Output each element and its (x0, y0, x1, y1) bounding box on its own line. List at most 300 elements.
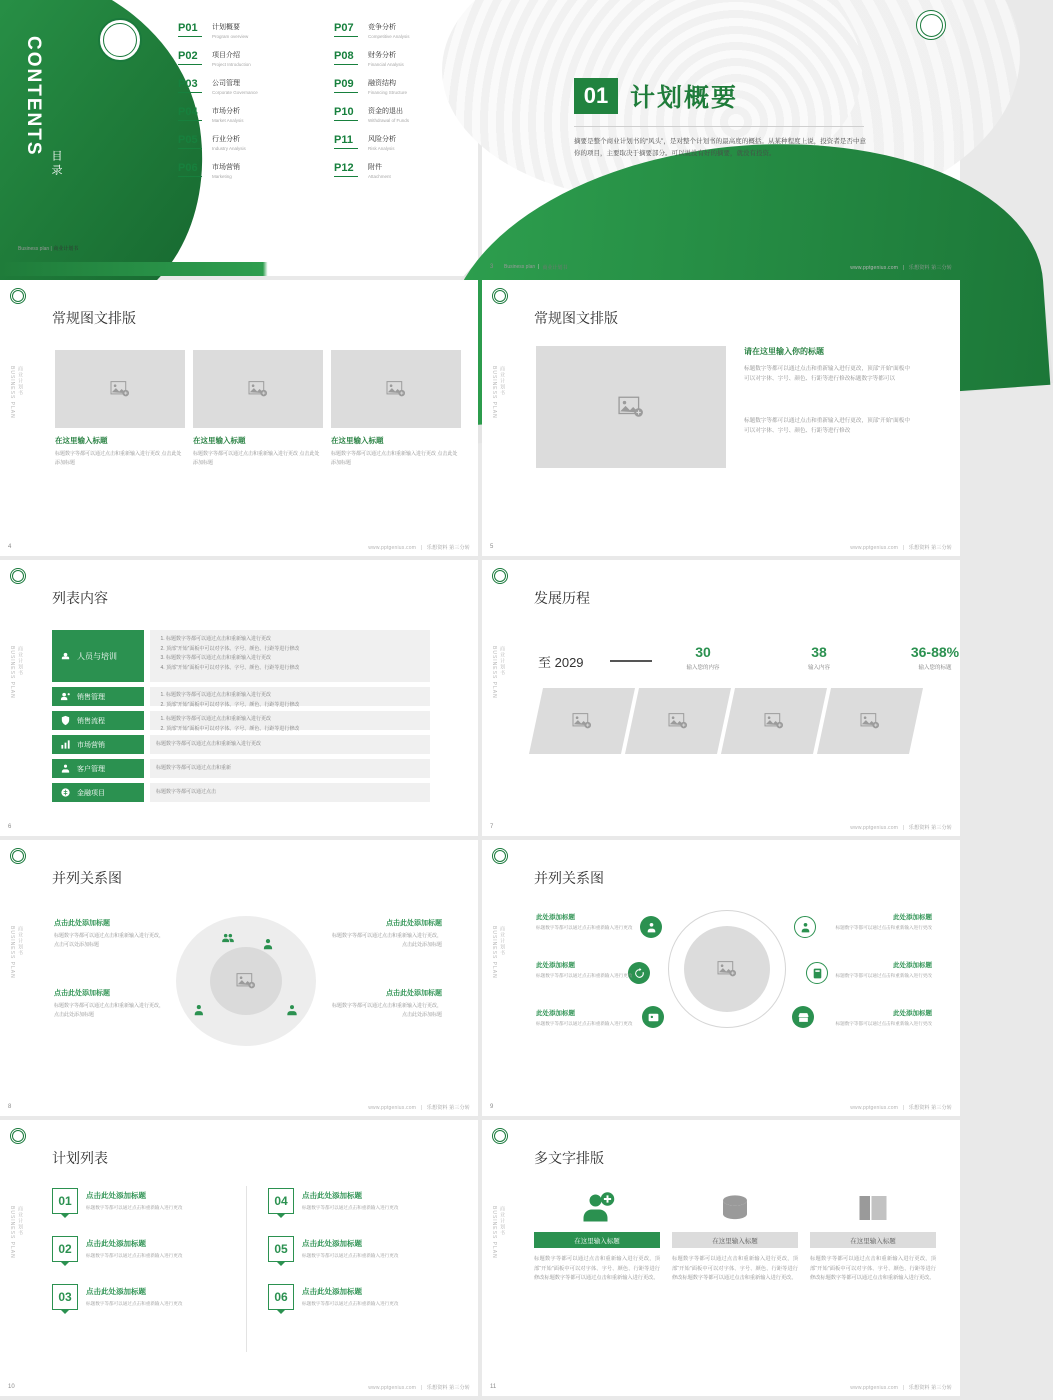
page-number: 11 (490, 1384, 497, 1390)
list-chip-label: 销售管理 (77, 693, 105, 701)
slide-footer: 3 Business plan | 商业计划书 www.pptgenius.com | 乐想资料 第三分转 (490, 264, 952, 271)
footer-site: www.pptgenius.com | 乐想资料 第三分转 (368, 1384, 470, 1391)
plan-number: 06 (268, 1284, 294, 1310)
marketing-chart-icon (59, 738, 72, 751)
contents-title-en: CONTENTS (23, 36, 44, 157)
toc-label-en: Competitive Analysis (368, 33, 410, 39)
plan-column-left (52, 1188, 234, 1332)
image-placeholder-icon (717, 960, 737, 978)
toc-column-left (178, 22, 306, 190)
callout-text: 标题数字等都可以通过点击和重新输入进行更改，点击此处添加标题 (331, 933, 442, 948)
list-detail-line: 4. 顶部“开始”面板中可以对字体、字号、颜色、行距等进行修改 (166, 664, 424, 673)
list-detail-line: 标题数字等都可以通过点击 (156, 789, 217, 796)
image-placeholder[interactable] (625, 688, 731, 754)
stat-block (900, 644, 970, 671)
page-number: 5 (490, 544, 494, 550)
list-detail-line: 2. 顶部“开始”面板中可以对字体、字号、颜色、行距等进行修改 (166, 725, 424, 734)
side-label-cn: 商业计划书 (499, 1206, 505, 1236)
image-placeholder-icon (618, 395, 644, 419)
footer-site-url: www.pptgenius.com (368, 1104, 417, 1111)
footer-note-en: Business plan (504, 264, 536, 270)
image-placeholder-icon (572, 712, 592, 730)
footer-site-url: www.pptgenius.com (850, 544, 899, 551)
side-label (490, 926, 506, 979)
footer-site: www.pptgenius.com | 乐想资料 第三分转 (368, 1104, 470, 1111)
callout-left-2 (536, 960, 640, 980)
image-placeholder[interactable] (331, 350, 461, 428)
list-chip-finance[interactable] (52, 783, 144, 802)
list-chip-sales-management[interactable] (52, 687, 144, 706)
stat-block (668, 644, 738, 671)
team-icon (220, 930, 236, 946)
callout-title: 此处添加标题 (536, 962, 575, 969)
footer-site-url: www.pptgenius.com (850, 1104, 899, 1111)
toc-item[interactable] (334, 22, 462, 39)
school-emblem-icon (10, 848, 26, 864)
footer-site: www.pptgenius.com | 乐想资料 第三分转 (850, 264, 952, 271)
image-placeholder[interactable] (529, 688, 635, 754)
slide-plan-list[interactable] (0, 1120, 478, 1396)
slide-footer (0, 818, 478, 836)
list-detail-line: 2. 顶部“开始”面板中可以对字体、字号、颜色、行距等进行修改 (166, 701, 424, 710)
toc-number: P04 (178, 106, 208, 118)
caption-block (331, 435, 461, 468)
slide-footer (0, 538, 478, 556)
image-placeholder[interactable] (817, 688, 923, 754)
footer-tag: 乐想资料 第三分转 (908, 264, 952, 271)
donut-diagram (176, 916, 316, 1046)
plan-item[interactable] (268, 1284, 450, 1310)
callout-block-top-right (330, 918, 442, 949)
callout-text: 标题数字等都可以通过点击和重新输入进行更改 (835, 973, 932, 978)
list-chip-marketing[interactable] (52, 735, 144, 754)
plan-title: 点击此处添加标题 (86, 1239, 146, 1248)
plan-text: 标题数字等都可以通过点击和重新输入进行更改 (86, 1301, 183, 1306)
list-chip-label: 客户管理 (77, 765, 105, 773)
toc-label-en: Attachment (368, 173, 391, 179)
callout-title: 此处添加标题 (536, 914, 575, 921)
toc-label-en: Marketing (212, 173, 232, 179)
side-label (8, 926, 24, 979)
toc-label-cn: 项目介绍 (212, 52, 240, 59)
list-chip-column (52, 630, 144, 807)
image-row (55, 350, 461, 428)
toc-item[interactable] (334, 134, 462, 151)
list-detail-block (150, 759, 430, 778)
section-title: 计划概要 (630, 84, 739, 112)
column-title-bar[interactable]: 在这里输入标题 (672, 1232, 798, 1248)
toc-label-en: Project Introduction (212, 61, 251, 67)
user-check-icon (192, 1002, 208, 1018)
toc-number: P01 (178, 22, 208, 34)
callout-block-bottom-right (330, 988, 442, 1019)
footer-site-url: www.pptgenius.com (850, 264, 899, 271)
plan-item[interactable] (52, 1188, 234, 1214)
toc-label-cn: 财务分析 (368, 52, 396, 59)
column-text: 标题数字等都可以通过点击和重新输入进行更改，顶部“开始”面板中可以对字体、字号、颜色、行距等进行修改标题数字等都可以通过点击和重新输入进行更改。 (534, 1256, 660, 1281)
callout-title: 此处添加标题 (536, 1010, 575, 1017)
caption-text: 标题数字等都可以通过点击和重新输入进行更改 点击此处添加标题 (331, 451, 458, 466)
callout-text: 标题数字等都可以通过点击和重新输入进行更改，点击此处添加标题 (331, 1003, 442, 1018)
footer-tag: 乐想资料 第三分转 (426, 1384, 470, 1391)
school-emblem-icon (492, 288, 508, 304)
plan-title: 点击此处添加标题 (302, 1191, 362, 1200)
list-chip-sales-process[interactable] (52, 711, 144, 730)
plan-title: 点击此处添加标题 (86, 1287, 146, 1296)
sales-management-icon (59, 690, 72, 703)
image-placeholder[interactable] (536, 346, 726, 468)
book-icon (810, 1182, 936, 1226)
person-icon (260, 936, 276, 952)
side-label (8, 646, 24, 699)
toc-label-en: Withdrawal of Funds (368, 117, 410, 123)
toc-item[interactable] (334, 162, 462, 179)
toc-label-cn: 市场分析 (212, 108, 240, 115)
store-icon-badge[interactable] (792, 1006, 814, 1028)
image-placeholder-icon (860, 712, 880, 730)
customer-icon (59, 762, 72, 775)
stat-label: 输入内容 (807, 665, 830, 671)
side-label-cn: 商业计划书 (499, 646, 505, 676)
user-outline-icon-badge[interactable] (794, 916, 816, 938)
page-number: 10 (8, 1384, 15, 1390)
plan-text: 标题数字等都可以通过点击和重新输入进行更改 (302, 1253, 399, 1258)
list-detail-line: 标题数字等都可以通过点击和重新 (156, 765, 232, 772)
side-label-cn: 商业计划书 (499, 366, 505, 396)
callout-text: 标题数字等都可以通过点击和重新输入进行更改 (536, 1021, 633, 1026)
caption-row (55, 435, 461, 468)
footer-tag: 乐想资料 第三分转 (908, 544, 952, 551)
callout-block-top-left (54, 918, 166, 949)
contact-card-icon-badge[interactable] (642, 1006, 664, 1028)
side-label (490, 646, 506, 699)
right-paragraph-1: 标题数字等都可以通过点击和重新输入进行更改，顶部“开始”面板中可以对字体、字号、颜色、行距等进行修改标题数字等都可以 (744, 366, 910, 382)
person-icon-badge[interactable] (640, 916, 662, 938)
caption-title: 在这里输入标题 (193, 436, 246, 445)
list-detail-line: 1. 标题数字等都可以通过点击和重新输入进行更改 (166, 635, 424, 644)
column-text: 标题数字等都可以通过点击和重新输入进行更改，顶部“开始”面板中可以对字体、字号、颜色、行距等进行修改标题数字等都可以通过点击和重新输入进行更改。 (672, 1256, 798, 1281)
plan-text: 标题数字等都可以通过点击和重新输入进行更改 (86, 1253, 183, 1258)
side-label-en: BUSINESS PLAN (9, 646, 15, 699)
plan-item[interactable] (268, 1188, 450, 1214)
toc-item[interactable] (178, 106, 306, 123)
toc-number: P03 (178, 78, 208, 90)
contents-title-cn: 目录 (50, 150, 62, 178)
callout-right-1 (828, 912, 932, 932)
toc-number: P08 (334, 50, 364, 62)
toc-label-cn: 竞争分析 (368, 24, 396, 31)
callout-title: 点击此处添加标题 (54, 990, 110, 997)
footer-site-url: www.pptgenius.com (368, 1384, 417, 1391)
school-emblem-icon (492, 1128, 508, 1144)
page-number: 4 (8, 544, 12, 550)
school-emblem-icon (492, 848, 508, 864)
title-divider (574, 126, 864, 127)
bottom-accent-bar (0, 262, 478, 276)
right-paragraph-2: 标题数字等都可以通过点击和重新输入进行更改，顶部“开始”面板中可以对字体、字号、颜色、行距等进行修改 (744, 418, 910, 434)
school-emblem-icon (916, 10, 946, 40)
footer-tag: 乐想资料 第三分转 (426, 544, 470, 551)
toc-label-en: Market Analysis (212, 117, 244, 123)
stat-value: 30 (695, 644, 711, 660)
list-detail-block (150, 711, 430, 730)
side-label-cn: 商业计划书 (17, 366, 23, 396)
toc-number: P12 (334, 162, 364, 174)
callout-title: 点击此处添加标题 (386, 990, 442, 997)
list-detail-line: 1. 标题数字等都可以通过点击和重新输入进行更改 (166, 691, 424, 700)
plan-title: 点击此处添加标题 (86, 1191, 146, 1200)
center-image-placeholder[interactable] (684, 926, 770, 1012)
footer-note-cn: 商业计划书 (53, 246, 79, 252)
list-detail-block (150, 687, 430, 706)
callout-right-2 (828, 960, 932, 980)
school-emblem-icon (10, 568, 26, 584)
slide-image-text-single[interactable] (482, 280, 960, 556)
side-label-cn: 商业计划书 (17, 646, 23, 676)
caption-block (193, 435, 323, 468)
image-placeholder-icon (764, 712, 784, 730)
column-title-bar[interactable]: 在这里输入标题 (534, 1232, 660, 1248)
list-detail-line: 2. 顶部“开始”面板中可以对字体、字号、颜色、行距等进行修改 (166, 645, 424, 654)
people-training-icon (59, 650, 72, 663)
footer-tag: 乐想资料 第三分转 (908, 1384, 952, 1391)
image-placeholder[interactable] (55, 350, 185, 428)
side-label (8, 1206, 24, 1259)
callout-block-bottom-left (54, 988, 166, 1019)
side-label-cn: 商业计划书 (17, 926, 23, 956)
finance-icon (59, 786, 72, 799)
page-title: 并列关系图 (534, 870, 604, 886)
side-label-en: BUSINESS PLAN (491, 1206, 497, 1259)
footer-site-url: www.pptgenius.com (850, 1384, 899, 1391)
section-number: 01 (574, 78, 618, 114)
list-chip-customer[interactable] (52, 759, 144, 778)
caption-title: 在这里输入标题 (331, 436, 384, 445)
callout-title: 此处添加标题 (893, 962, 932, 969)
stat-value: 36-88% (910, 644, 960, 660)
image-placeholder[interactable] (721, 688, 827, 754)
plan-columns (52, 1188, 450, 1332)
page-title: 计划列表 (52, 1150, 108, 1166)
caption-text: 标题数字等都可以通过点击和重新输入进行更改 点击此处添加标题 (193, 451, 320, 466)
toc-label-cn: 计划概要 (212, 24, 240, 31)
calculator-icon-badge[interactable] (806, 962, 828, 984)
list-chip-label: 人员与培训 (77, 651, 117, 661)
callout-text: 标题数字等都可以通过点击和重新输入进行更改，点击此处添加标题 (54, 1003, 165, 1018)
image-placeholder-icon (110, 380, 130, 398)
list-detail-line: 1. 标题数字等都可以通过点击和重新输入进行更改 (166, 715, 424, 724)
side-label (8, 366, 24, 419)
text-column (810, 1182, 936, 1284)
plan-item[interactable] (268, 1236, 450, 1262)
list-detail-block (150, 735, 430, 754)
toc-number: P02 (178, 50, 208, 62)
caption-block (55, 435, 185, 468)
slide-contents[interactable] (0, 0, 478, 276)
slide-multi-text[interactable] (482, 1120, 960, 1396)
list-chip-label: 金融项目 (77, 789, 105, 797)
toc-column-right (334, 22, 462, 190)
toc-label-cn: 融资结构 (368, 80, 396, 87)
plan-number: 04 (268, 1188, 294, 1214)
callout-left-1 (536, 912, 640, 932)
footer-site-url: www.pptgenius.com (850, 824, 899, 831)
toc-item[interactable] (178, 78, 306, 95)
stat-row (668, 644, 970, 671)
toc-item[interactable] (178, 50, 306, 67)
slide-parallel-circle[interactable] (482, 840, 960, 1116)
image-placeholder-icon (386, 380, 406, 398)
page-title: 发展历程 (534, 590, 590, 606)
side-label-cn: 商业计划书 (17, 1206, 23, 1236)
toc-label-cn: 附件 (368, 164, 382, 171)
slide-footer (482, 1098, 960, 1116)
caption-text: 标题数字等都可以通过点击和重新输入进行更改 点击此处添加标题 (55, 451, 182, 466)
text-column (534, 1182, 660, 1284)
side-label-cn: 商业计划书 (499, 926, 505, 956)
timeline-rule (610, 660, 652, 662)
list-chip-people-training[interactable] (52, 630, 144, 682)
plan-number: 02 (52, 1236, 78, 1262)
slide-timeline[interactable] (482, 560, 960, 836)
stat-block (784, 644, 854, 671)
toc-item[interactable] (178, 22, 306, 39)
list-detail-block (150, 783, 430, 802)
toc-label-cn: 风险分析 (368, 136, 396, 143)
caption-title: 在这里输入标题 (55, 436, 108, 445)
callout-text: 标题数字等都可以通过点击和重新输入进行更改 (536, 925, 633, 930)
stat-label: 输入您的标题 (918, 665, 952, 671)
plan-item[interactable] (52, 1284, 234, 1310)
list-detail-line: 3. 标题数字等都可以通过点击和重新输入进行更改 (166, 654, 424, 663)
page-title: 常规图文排版 (52, 310, 136, 326)
list-chip-label: 市场营销 (77, 741, 105, 749)
footer-tag: 乐想资料 第三分转 (908, 1104, 952, 1111)
footer-note-cn: 商业计划书 (542, 264, 568, 271)
slide-footer (482, 1378, 960, 1396)
school-emblem-icon (98, 18, 142, 62)
cylinder-icon (672, 1182, 798, 1226)
sales-process-icon (59, 714, 72, 727)
toc-label-cn: 公司管理 (212, 80, 240, 87)
plan-title: 点击此处添加标题 (302, 1287, 362, 1296)
toc-item[interactable] (334, 106, 462, 123)
footer-site: www.pptgenius.com | 乐想资料 第三分转 (850, 1384, 952, 1391)
page-title: 多文字排版 (534, 1150, 604, 1166)
section-description: 摘要是整个商业计划书的“风头”，是对整个计划书的最高度的概括。从某种程度上说，投资者是否中意你的项目，主要取决于摘要部分。可以说没有好的摘要，就没有投资。 (574, 138, 866, 157)
column-text: 标题数字等都可以通过点击和重新输入进行更改，顶部“开始”面板中可以对字体、字号、颜色、行距等进行修改标题数字等都可以通过点击和重新输入进行更改。 (810, 1256, 936, 1281)
page-number: 8 (8, 1104, 12, 1110)
toc-number: P07 (334, 22, 364, 34)
list-detail-line: 标题数字等都可以通过点击和重新输入进行更改 (156, 741, 262, 748)
toc-label-en: Financing Structure (368, 89, 408, 95)
footer-tag: 乐想资料 第三分转 (908, 824, 952, 831)
toc-label-en: Risk Analysis (368, 145, 395, 151)
user-add-icon (534, 1182, 660, 1226)
footer-site: www.pptgenius.com | 乐想资料 第三分转 (850, 824, 952, 831)
side-label-en: BUSINESS PLAN (491, 926, 497, 979)
toc-label-en: Financial Analysis (368, 61, 404, 67)
callout-left-3 (536, 1008, 640, 1028)
slide-parallel-donut[interactable] (0, 840, 478, 1116)
callout-right-3 (828, 1008, 932, 1028)
text-column (672, 1182, 798, 1284)
school-emblem-icon (10, 288, 26, 304)
table-of-contents (178, 22, 468, 190)
timeline-year: 至 2029 (538, 655, 584, 670)
footer-note-en: Business plan (18, 246, 50, 252)
toc-item[interactable] (178, 134, 306, 151)
callout-text: 标题数字等都可以通过点击和重新输入进行更改 (835, 1021, 932, 1026)
side-label-en: BUSINESS PLAN (9, 926, 15, 979)
callout-text: 标题数字等都可以通过点击和重新输入进行更改，点击可以处添加标题 (54, 933, 165, 948)
text-columns (534, 1182, 936, 1284)
donut-center-image[interactable] (210, 947, 282, 1015)
plan-number: 01 (52, 1188, 78, 1214)
slide-image-text-three[interactable] (0, 280, 478, 556)
list-detail-block (150, 630, 430, 682)
plan-text: 标题数字等都可以通过点击和重新输入进行更改 (302, 1301, 399, 1306)
toc-number: P10 (334, 106, 364, 118)
slide-list-content[interactable] (0, 560, 478, 836)
slide-footer (0, 1378, 478, 1396)
side-label-en: BUSINESS PLAN (9, 366, 15, 419)
toc-label-en: Corporate Governance (212, 89, 258, 95)
stat-label: 输入您的内容 (686, 665, 720, 671)
plan-text: 标题数字等都可以通过点击和重新输入进行更改 (302, 1205, 399, 1210)
image-placeholder[interactable] (193, 350, 323, 428)
column-title-bar[interactable]: 在这里输入标题 (810, 1232, 936, 1248)
page-title: 并列关系图 (52, 870, 122, 886)
toc-label-en: Industry Analysis (212, 145, 246, 151)
page-number: 9 (490, 1104, 494, 1110)
toc-item[interactable] (178, 162, 306, 179)
plan-text: 标题数字等都可以通过点击和重新输入进行更改 (86, 1205, 183, 1210)
side-label (490, 1206, 506, 1259)
footer-site: www.pptgenius.com | 乐想资料 第三分转 (368, 544, 470, 551)
callout-title: 点击此处添加标题 (386, 920, 442, 927)
toc-number: P06 (178, 162, 208, 174)
school-emblem-icon (10, 1128, 26, 1144)
footer-site: www.pptgenius.com | 乐想资料 第三分转 (850, 544, 952, 551)
toc-label-cn: 资金的退出 (368, 108, 403, 115)
callout-text: 标题数字等都可以通过点击和重新输入进行更改 (536, 973, 633, 978)
slide-footer (482, 818, 960, 836)
plan-item[interactable] (52, 1236, 234, 1262)
toc-label-cn: 市场营销 (212, 164, 240, 171)
right-title: 请在这里输入你的标题 (744, 347, 824, 356)
plan-number: 05 (268, 1236, 294, 1262)
slanted-image-row (536, 688, 916, 754)
footer-tag: 乐想资料 第三分转 (426, 1104, 470, 1111)
slide-section-title[interactable] (482, 0, 960, 276)
page-number: 3 (490, 264, 494, 270)
page-title: 常规图文排版 (534, 310, 618, 326)
stat-value: 38 (811, 644, 827, 660)
side-label-en: BUSINESS PLAN (491, 646, 497, 699)
slide-footer-note: Business plan | 商业计划书 (18, 246, 79, 252)
toc-number: P05 (178, 134, 208, 146)
side-label-en: BUSINESS PLAN (9, 1206, 15, 1259)
list-chip-label: 销售流程 (77, 717, 105, 725)
toc-label-en: Program overview (212, 33, 249, 39)
school-emblem-icon (492, 568, 508, 584)
list-detail-column (150, 630, 430, 807)
page-title: 列表内容 (52, 590, 108, 606)
side-label (490, 366, 506, 419)
image-placeholder-icon (248, 380, 268, 398)
toc-label-cn: 行业分析 (212, 136, 240, 143)
